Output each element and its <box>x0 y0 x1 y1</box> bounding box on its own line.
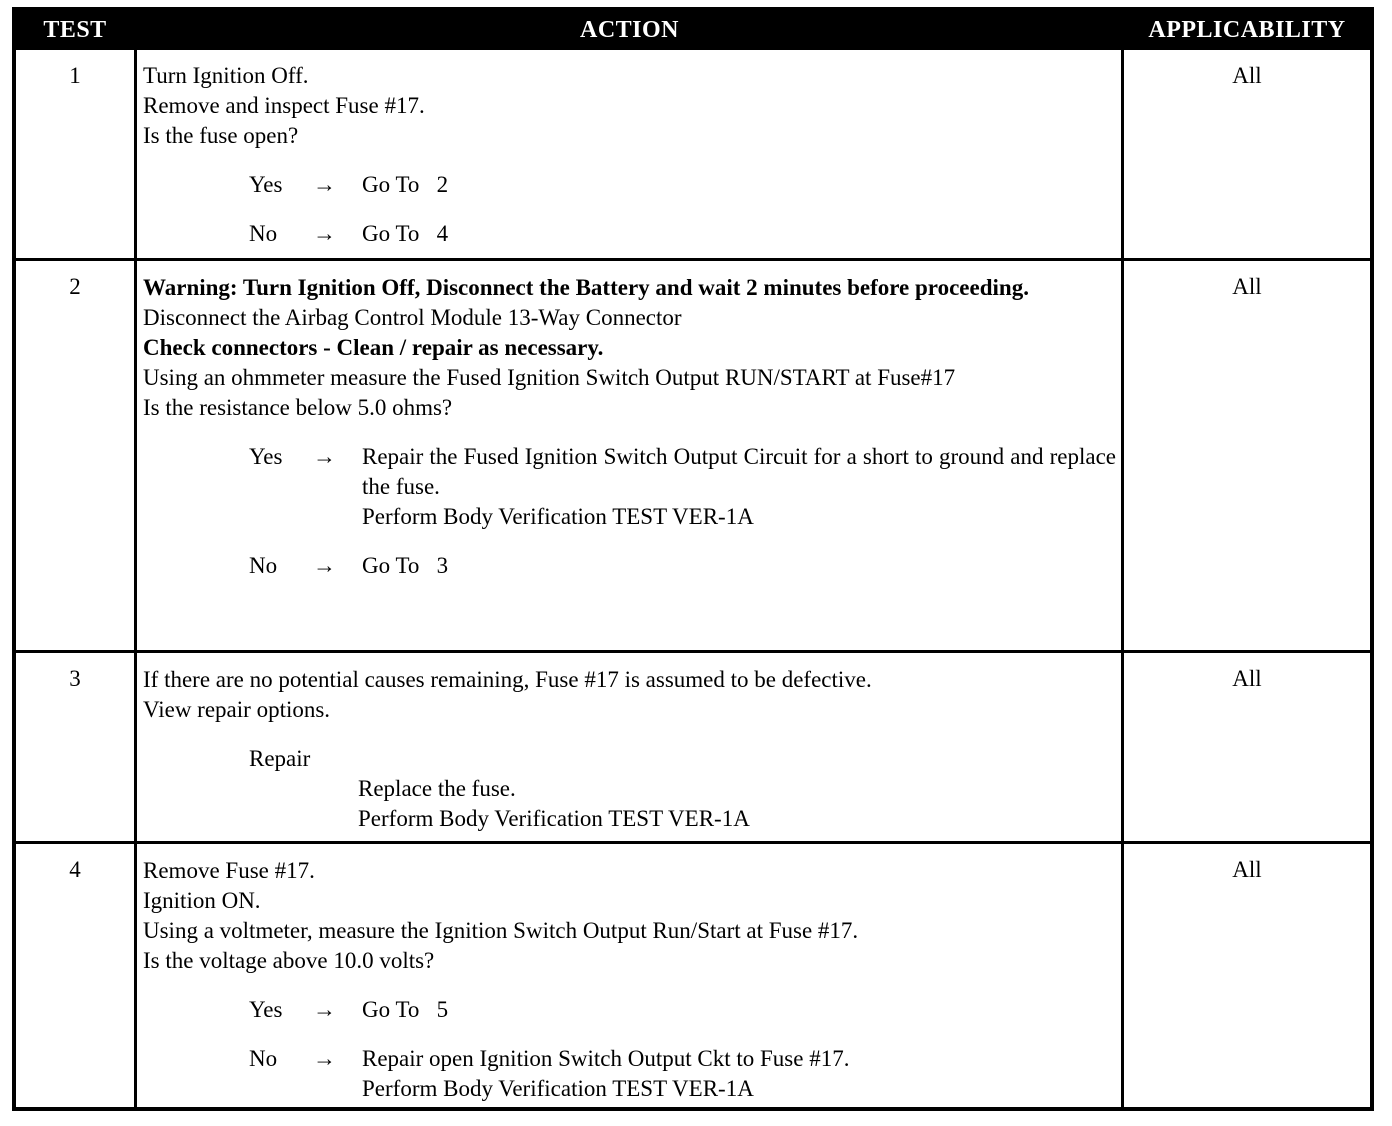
arrow-icon: → <box>313 172 336 197</box>
no-action: Repair open Ignition Switch Output Ckt to Fuse #17. Perform Body Verification TEST VER-1A <box>362 1046 850 1101</box>
arrow-icon: → <box>313 553 336 578</box>
action-line: If there are no potential causes remaining, Fuse #17 is assumed to be defective. <box>143 667 872 692</box>
arrow-icon: → <box>313 1046 336 1071</box>
action-line: Turn Ignition Off. <box>143 63 309 88</box>
test-action <box>143 856 1116 1104</box>
header-applicability: APPLICABILITY <box>1148 17 1346 43</box>
yes-label: Yes <box>249 172 283 197</box>
action-line: Using a voltmeter, measure the Ignition Switch Output Run/Start at Fuse #17. <box>143 918 859 943</box>
table-header <box>16 11 1370 50</box>
diagnostic-table <box>12 7 1374 1111</box>
no-result <box>143 219 1116 249</box>
action-line: Disconnect the Airbag Control Module 13-Way Connector <box>143 305 682 330</box>
action-line: Ignition ON. <box>143 888 261 913</box>
check-text: Check connectors - Clean / repair as necessary. <box>143 335 604 360</box>
yes-action: Go To 2 <box>362 172 449 197</box>
column-divider <box>134 11 137 1107</box>
test-action <box>143 273 1116 581</box>
action-line: Is the voltage above 10.0 volts? <box>143 948 435 973</box>
warning-text: Warning: Turn Ignition Off, Disconnect the Battery and wait 2 minutes before proceeding. <box>143 275 1029 300</box>
column-divider <box>1121 11 1124 1107</box>
test-number: 2 <box>69 274 81 299</box>
applicability-value: All <box>1232 63 1262 88</box>
action-line: View repair options. <box>143 697 331 722</box>
action-line: Is the resistance below 5.0 ohms? <box>143 395 453 420</box>
test-action <box>143 665 1116 834</box>
no-label: No <box>249 221 278 246</box>
no-result <box>143 551 1116 581</box>
applicability-value: All <box>1232 666 1262 691</box>
no-action: Go To 4 <box>362 221 449 246</box>
action-line: Remove and inspect Fuse #17. <box>143 93 425 118</box>
repair-steps: Replace the fuse. Perform Body Verification TEST VER-1A <box>358 776 750 831</box>
test-number: 3 <box>69 666 81 691</box>
yes-result <box>143 170 1116 200</box>
header-test: TEST <box>43 17 107 43</box>
no-label: No <box>249 1046 278 1071</box>
row-divider <box>16 650 1370 653</box>
applicability-value: All <box>1232 274 1262 299</box>
row-divider <box>16 258 1370 261</box>
header-action: ACTION <box>579 17 679 43</box>
applicability-value: All <box>1232 857 1262 882</box>
test-number: 4 <box>69 857 81 882</box>
row-divider <box>16 841 1370 844</box>
arrow-icon: → <box>313 997 336 1022</box>
yes-action: Repair the Fused Ignition Switch Output Circuit for a short to ground and replace the fuse. Perform Body Verification TEST VER-1A <box>362 444 1116 529</box>
test-action <box>143 61 1116 249</box>
no-result <box>143 1044 1116 1104</box>
yes-action: Go To 5 <box>362 997 449 1022</box>
arrow-icon: → <box>313 221 336 246</box>
yes-label: Yes <box>249 444 283 469</box>
action-line: Remove Fuse #17. <box>143 858 315 883</box>
test-number: 1 <box>69 63 81 88</box>
arrow-icon: → <box>313 444 336 469</box>
yes-label: Yes <box>249 997 283 1022</box>
no-label: No <box>249 553 278 578</box>
yes-result <box>143 995 1116 1025</box>
action-line: Is the fuse open? <box>143 123 299 148</box>
repair-label: Repair <box>249 746 311 771</box>
yes-result <box>143 442 1116 532</box>
action-line: Using an ohmmeter measure the Fused Ignition Switch Output RUN/START at Fuse#17 <box>143 365 956 390</box>
repair-options <box>143 744 1116 834</box>
no-action: Go To 3 <box>362 553 449 578</box>
